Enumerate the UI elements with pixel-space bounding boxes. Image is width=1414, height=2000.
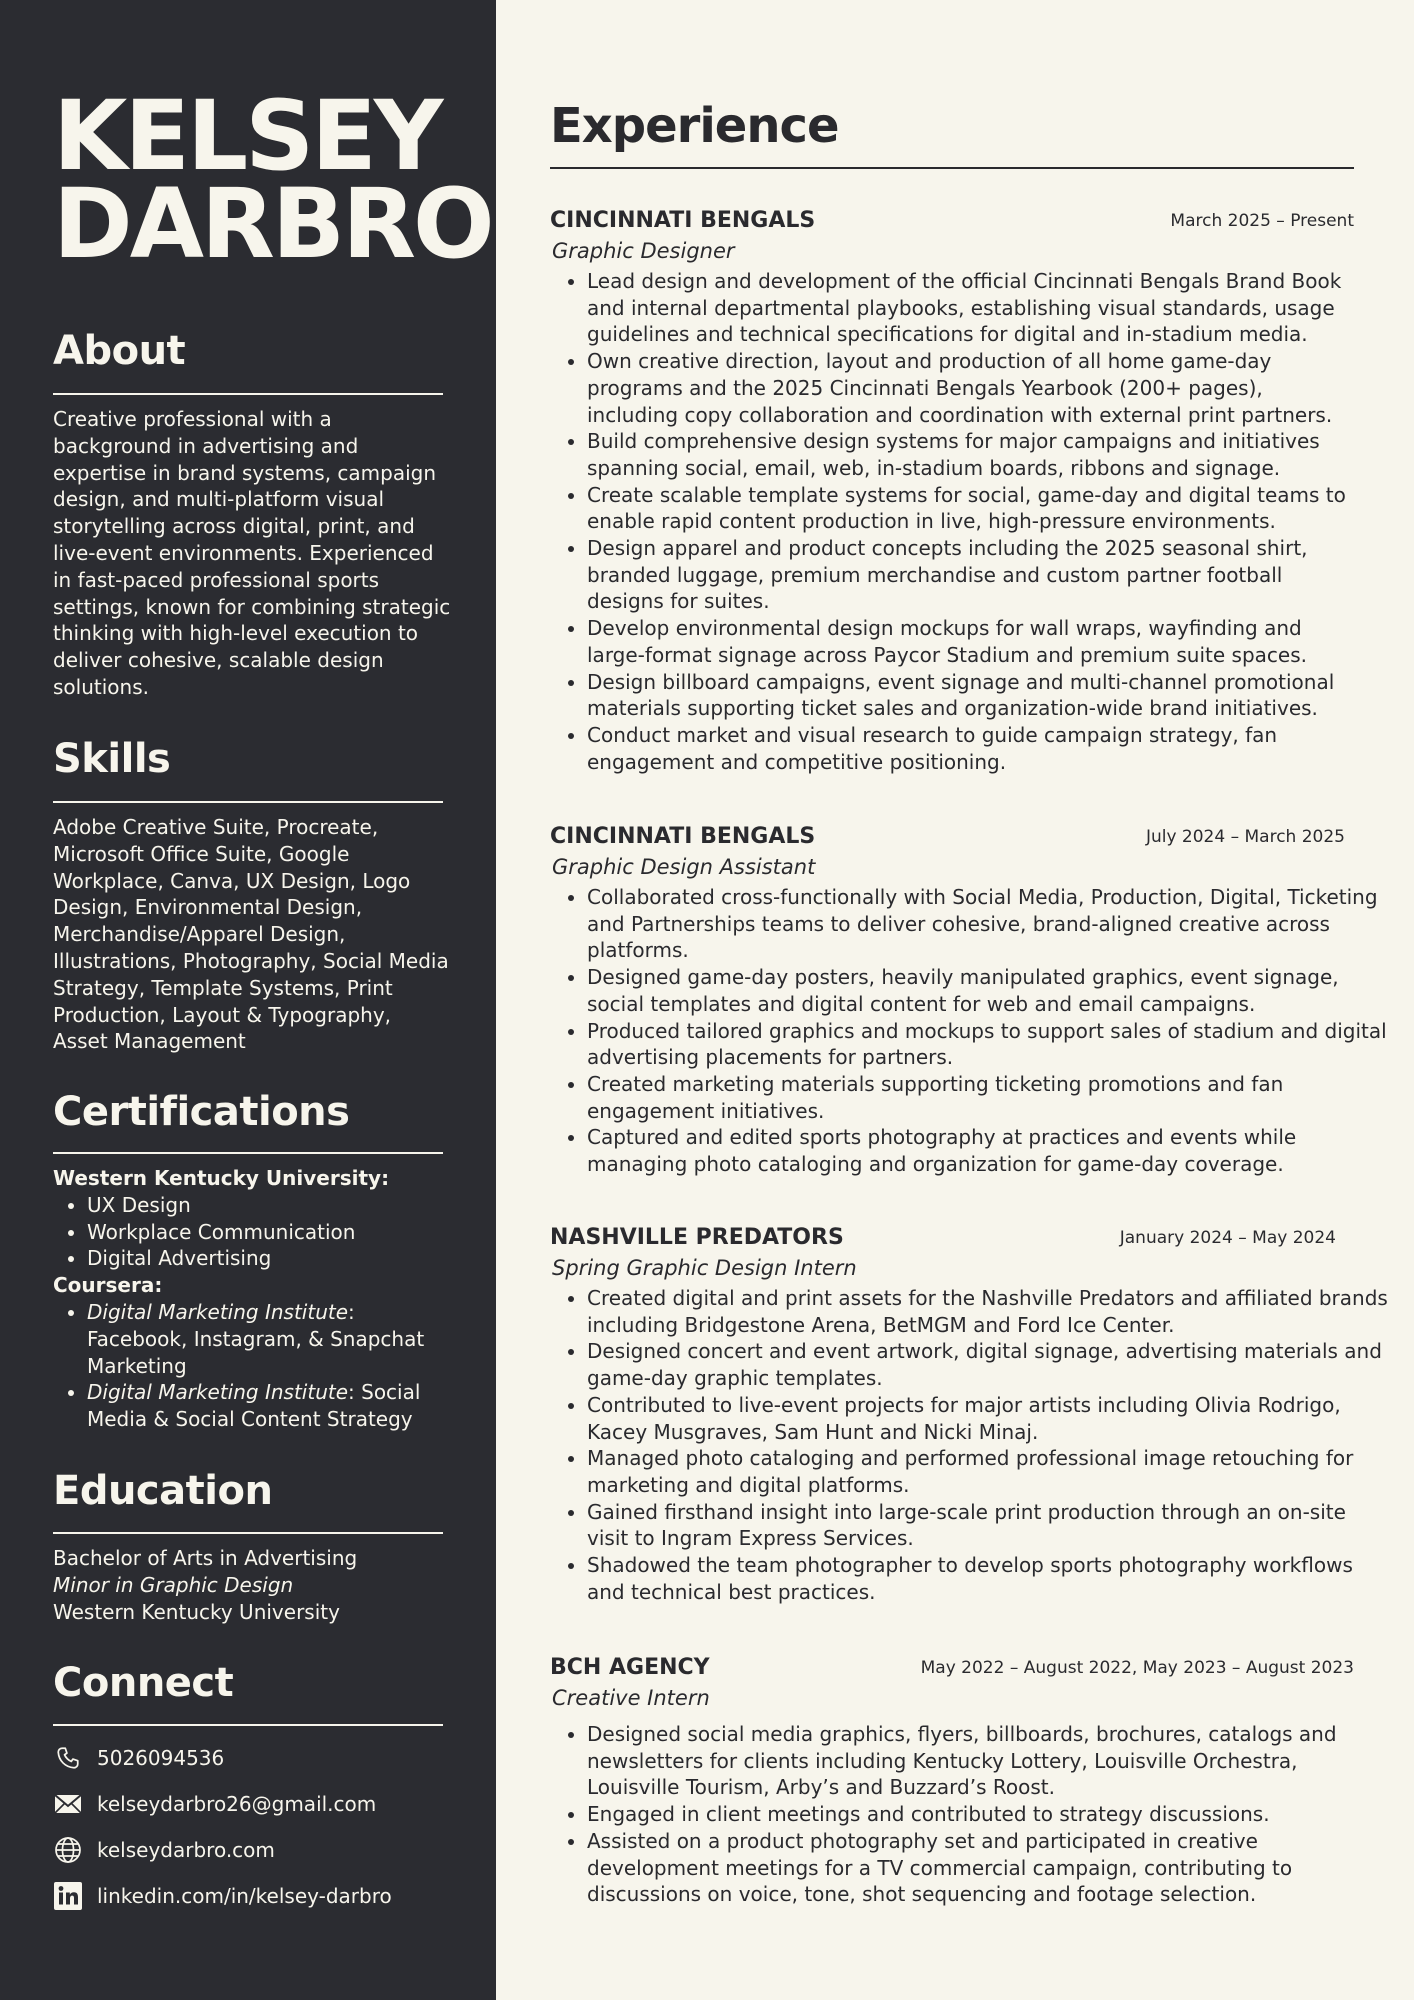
- job-bullet: • Build comprehensive design systems for major campaigns and initiatives spanning social, email, web, in-stadium boards, ribbons and signage.: [587, 428, 1354, 481]
- job-bullet: • Managed photo cataloging and performed professional image retouching for marketing and digital platforms.: [587, 1445, 1391, 1498]
- job-bullets: [550, 1285, 1391, 1605]
- connect-heading: Connect: [53, 1660, 234, 1706]
- first-name: KELSEY: [53, 80, 441, 192]
- education-divider: [53, 1532, 443, 1534]
- certifications-block: [53, 1165, 453, 1433]
- job-bullet: • Designed concert and event artwork, digital signage, advertising materials and game-day graphic templates.: [587, 1338, 1391, 1391]
- cert-provider-wku: Western Kentucky University:: [53, 1166, 390, 1190]
- cert-item: [87, 1299, 453, 1379]
- contact-linkedin[interactable]: [53, 1881, 392, 1911]
- cert-course: : Facebook, Instagram, & Snapchat Marketing: [87, 1299, 425, 1378]
- job-header: [550, 822, 1345, 852]
- job-dates: March 2025 – Present: [1170, 211, 1354, 231]
- education-block: [53, 1545, 453, 1625]
- contact-website[interactable]: [53, 1835, 275, 1865]
- job-header: [550, 1653, 1354, 1683]
- email-address: kelseydarbro26@gmail.com: [97, 1792, 377, 1816]
- job-header: [550, 1223, 1336, 1253]
- cert-issuer: Digital Marketing Institute: [87, 1299, 349, 1324]
- job-bullet: • Design apparel and product concepts including the 2025 seasonal shirt, branded luggage, premium merchandise and custom partner football designs for suites.: [587, 535, 1354, 615]
- cert-list-coursera: [53, 1299, 453, 1433]
- cert-item: • Workplace Communication: [87, 1219, 453, 1246]
- cert-issuer: Digital Marketing Institute: [87, 1380, 349, 1405]
- cert-provider-coursera: Coursera:: [53, 1273, 163, 1298]
- job-entry: [550, 206, 1354, 775]
- job-entry: [550, 822, 1387, 1178]
- job-bullet: • Designed social media graphics, flyers, billboards, brochures, catalogs and newsletters for clients including Kentucky Lottery, Louisville Orchestra, Louisville Tourism, Arby’s and Buzzard’s Roost.: [587, 1721, 1354, 1801]
- job-bullet: • Assisted on a product photography set and participated in creative development meetings for a TV commercial campaign, contributing to discussions on voice, tone, shot sequencing and footage selection.: [587, 1828, 1354, 1908]
- job-bullet: • Develop environmental design mockups for wall wraps, wayfinding and large-format signage across Paycor Stadium and premium suite spaces.: [587, 615, 1354, 668]
- experience-heading: Experience: [550, 98, 839, 154]
- contact-email[interactable]: [53, 1789, 376, 1819]
- cert-list-wku: [53, 1192, 453, 1272]
- website-url: kelseydarbro.com: [97, 1838, 275, 1862]
- connect-divider: [53, 1724, 443, 1726]
- job-bullet: • Created marketing materials supporting ticketing promotions and fan engagement initiatives.: [587, 1071, 1391, 1124]
- phone-icon: [53, 1743, 83, 1773]
- job-bullet: • Captured and edited sports photography at practices and events while managing photo cataloging and organization for game-day coverage.: [587, 1124, 1391, 1177]
- cert-item: • Digital Advertising: [87, 1245, 453, 1272]
- job-entry: [550, 1653, 1354, 1908]
- job-bullet: • Created digital and print assets for the Nashville Predators and affiliated brands including Bridgestone Arena, BetMGM and Ford Ice Center.: [587, 1285, 1391, 1338]
- linkedin-url: linkedin.com/in/kelsey-darbro: [97, 1884, 392, 1908]
- globe-icon: [53, 1835, 83, 1865]
- cert-item: • UX Design: [87, 1192, 453, 1219]
- job-bullet: • Create scalable template systems for social, game-day and digital teams to enable rapid content production in live, high-pressure environments.: [587, 482, 1354, 535]
- job-company: CINCINNATI BENGALS: [550, 208, 816, 233]
- about-heading: About: [53, 328, 186, 374]
- job-bullets: [550, 268, 1354, 775]
- mail-icon: [53, 1789, 83, 1819]
- job-bullet: • Engaged in client meetings and contributed to strategy discussions.: [587, 1801, 1354, 1828]
- job-dates: May 2022 – August 2022, May 2023 – August 2023: [920, 1658, 1354, 1678]
- education-minor: Minor in Graphic Design: [53, 1572, 294, 1597]
- job-bullet: • Own creative direction, layout and production of all home game-day programs and the 2025 Cincinnati Bengals Yearbook (200+ pages), including copy collaboration and coordination with external print partners.: [587, 348, 1354, 428]
- job-dates: July 2024 – March 2025: [1145, 827, 1345, 847]
- skills-divider: [53, 801, 443, 803]
- job-bullet: • Contributed to live-event projects for major artists including Olivia Rodrigo, Kacey Musgraves, Sam Hunt and Nicki Minaj.: [587, 1392, 1391, 1445]
- cert-course: : Social Media & Social Content Strategy: [87, 1380, 421, 1432]
- experience-divider: [550, 167, 1354, 169]
- full-name: [53, 80, 492, 280]
- linkedin-icon: [53, 1881, 83, 1911]
- job-company: NASHVILLE PREDATORS: [550, 1225, 844, 1250]
- job-bullet: • Designed game-day posters, heavily manipulated graphics, event signage, social templates and digital content for web and email campaigns.: [587, 964, 1391, 1017]
- skills-heading: Skills: [53, 736, 171, 782]
- job-bullet: • Gained firsthand insight into large-scale print production through an on-site visit to Ingram Express Services.: [587, 1499, 1391, 1552]
- contact-phone[interactable]: [53, 1743, 224, 1773]
- job-role: Spring Graphic Design Intern: [552, 1256, 857, 1280]
- cert-item: [87, 1379, 453, 1433]
- education-school: Western Kentucky University: [53, 1599, 340, 1624]
- about-text: Creative professional with a background in advertising and expertise in brand systems, campaign design, and multi-platform visual storytelling across digital, print, and live-event environments. Experienced in fast-paced professional sports settings, known for combining strategic thinking with high-level execution to deliver cohesive, scalable design solutions.: [53, 407, 451, 699]
- job-bullets: [550, 1721, 1354, 1908]
- job-bullet: • Produced tailored graphics and mockups to support sales of stadium and digital advertising placements for partners.: [587, 1018, 1391, 1071]
- education-degree: Bachelor of Arts in Advertising: [53, 1546, 358, 1570]
- job-dates: January 2024 – May 2024: [1119, 1228, 1336, 1248]
- certifications-heading: Certifications: [53, 1089, 350, 1135]
- education-heading: Education: [53, 1468, 273, 1514]
- job-bullet: • Collaborated cross-functionally with Social Media, Production, Digital, Ticketing and Partnerships teams to deliver cohesive, brand-aligned creative across platforms.: [587, 884, 1391, 964]
- job-bullet: • Lead design and development of the official Cincinnati Bengals Brand Book and internal departmental playbooks, establishing visual standards, usage guidelines and technical specifications for digital and in-stadium media.: [587, 268, 1354, 348]
- job-role: Creative Intern: [552, 1686, 710, 1710]
- sidebar: [0, 0, 496, 2000]
- job-company: BCH AGENCY: [550, 1655, 710, 1680]
- job-role: Graphic Design Assistant: [552, 855, 816, 879]
- certifications-divider: [53, 1152, 443, 1154]
- about-divider: [53, 393, 443, 395]
- job-header: [550, 206, 1354, 236]
- job-bullets: [550, 884, 1391, 1178]
- last-name: DARBRO: [53, 168, 492, 280]
- skills-text: Adobe Creative Suite, Procreate, Microsoft Office Suite, Google Workplace, Canva, UX Design, Logo Design, Environmental Design, Merchandise/Apparel Design, Illustrations, Photography, Social Media Strategy, Template Systems, Print Production, Layout & Typography, Asset Management: [53, 815, 449, 1054]
- job-bullet: • Shadowed the team photographer to develop sports photography workflows and technical best practices.: [587, 1552, 1391, 1605]
- job-bullet: • Conduct market and visual research to guide campaign strategy, fan engagement and competitive positioning.: [587, 722, 1354, 775]
- job-bullet: • Design billboard campaigns, event signage and multi-channel promotional materials supporting ticket sales and organization-wide brand initiatives.: [587, 669, 1354, 722]
- job-role: Graphic Designer: [552, 239, 735, 263]
- job-entry: [550, 1223, 1388, 1605]
- phone-number: 5026094536: [97, 1746, 225, 1770]
- job-company: CINCINNATI BENGALS: [550, 824, 816, 849]
